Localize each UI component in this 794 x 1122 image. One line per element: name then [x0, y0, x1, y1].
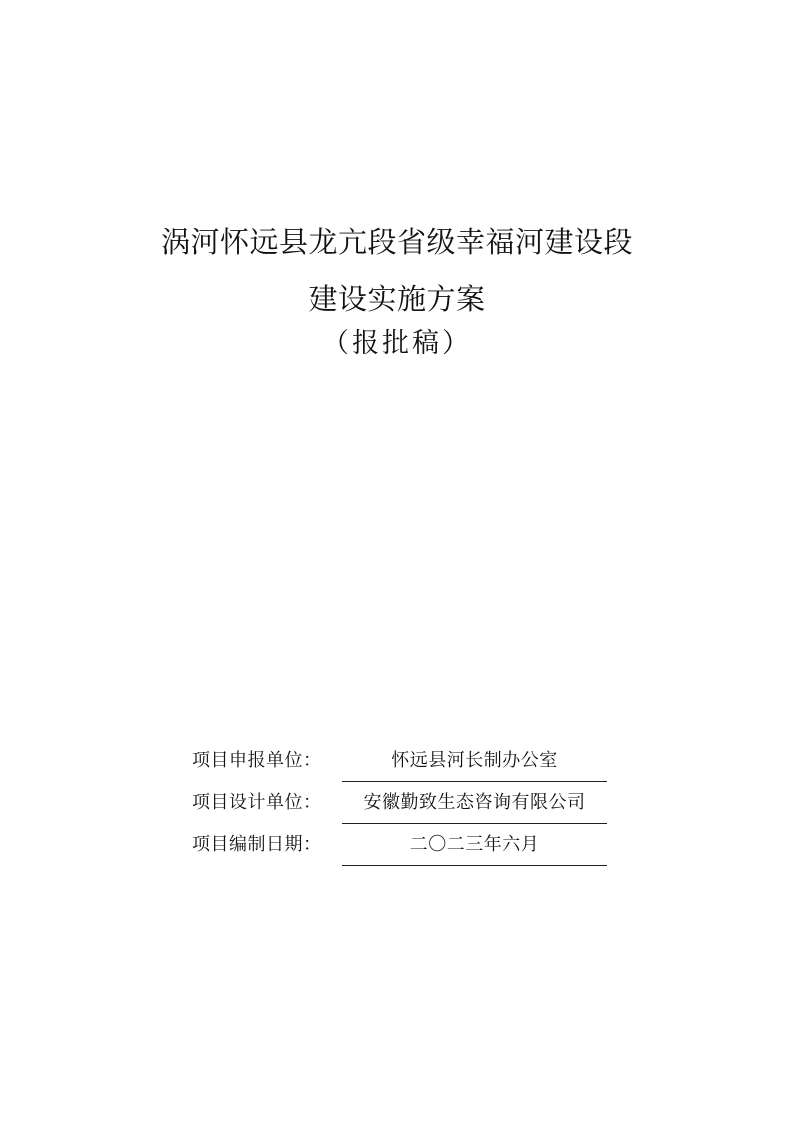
info-value-applicant: 怀远县河长制办公室 — [391, 750, 558, 771]
info-underline — [342, 865, 607, 866]
info-label-date: 项目编制日期： — [192, 834, 322, 855]
info-underline — [342, 781, 607, 782]
info-underline — [342, 823, 607, 824]
document-title-line-1: 涡河怀远县龙亢段省级幸福河建设段 — [160, 225, 633, 259]
document-title-line-2: 建设实施方案 — [308, 282, 486, 316]
info-label-applicant: 项目申报单位： — [192, 750, 322, 771]
info-label-designer: 项目设计单位： — [192, 792, 322, 813]
info-value-date: 二〇二三年六月 — [409, 834, 540, 855]
info-value-designer: 安徽勤致生态咨询有限公司 — [363, 792, 586, 813]
document-subtitle: （报批稿） — [322, 328, 472, 359]
